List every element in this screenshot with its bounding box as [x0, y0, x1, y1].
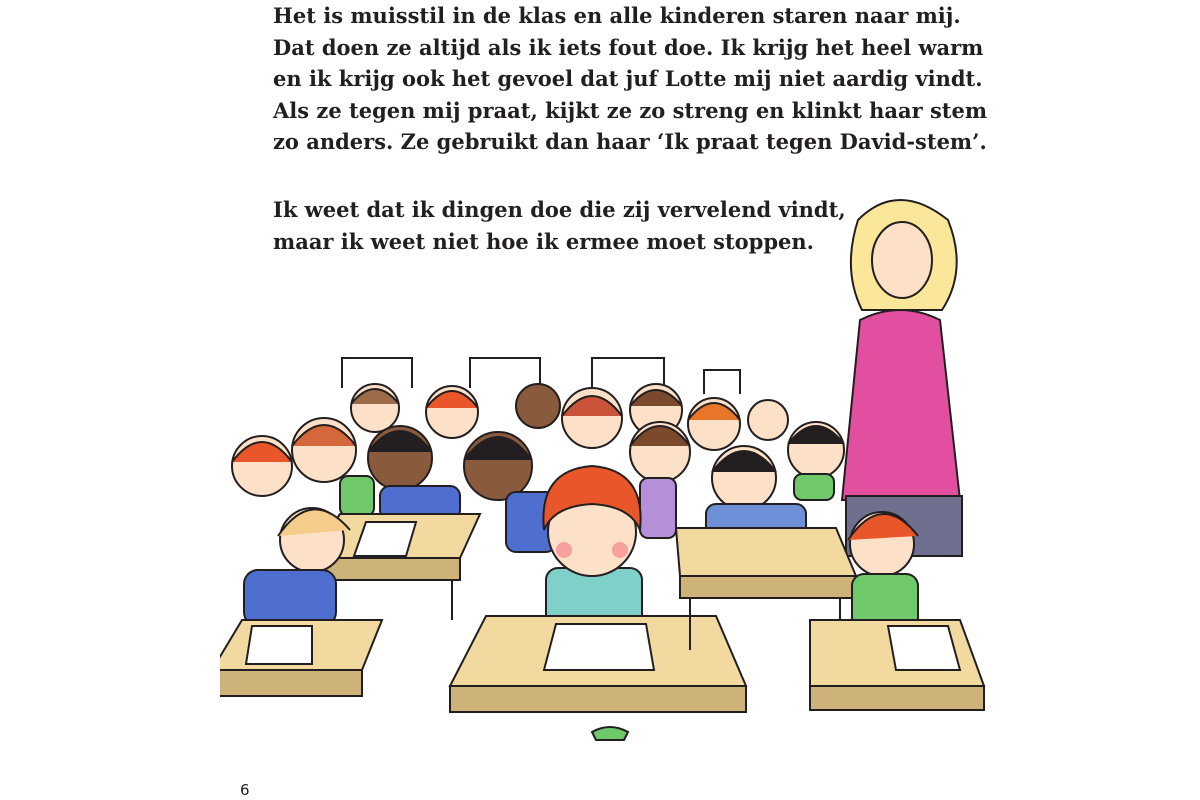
text-line: maar ik weet niet hoe ik ermee moet stoppen. [273, 228, 814, 254]
desk-center [450, 616, 746, 740]
page-number: 6 [240, 781, 250, 799]
text-line: Dat doen ze altijd als ik iets fout doe. Ik krijg het heel warm [273, 34, 984, 60]
paragraph-1 [273, 0, 987, 158]
teacher [842, 200, 962, 556]
desk-left-front [220, 620, 382, 696]
text-line: en ik krijg ook het gevoel dat juf Lotte mij niet aardig vindt. [273, 66, 983, 91]
text-line: zo anders. Ze gebruikt dan haar ‘Ik praat tegen David-stem’. [273, 129, 987, 154]
david-red-hair [543, 466, 642, 628]
desk-right-front [810, 620, 984, 710]
text-line: Het is muisstil in de klas en alle kinderen staren naar mij. [273, 3, 961, 28]
classroom-illustration [220, 180, 1000, 750]
text-line: Als ze tegen mij praat, kijkt ze zo streng en klinkt haar stem [273, 97, 988, 123]
text-line: Ik weet dat ik dingen doe die zij vervelend vindt, [273, 197, 846, 222]
child-right-front [848, 512, 918, 630]
